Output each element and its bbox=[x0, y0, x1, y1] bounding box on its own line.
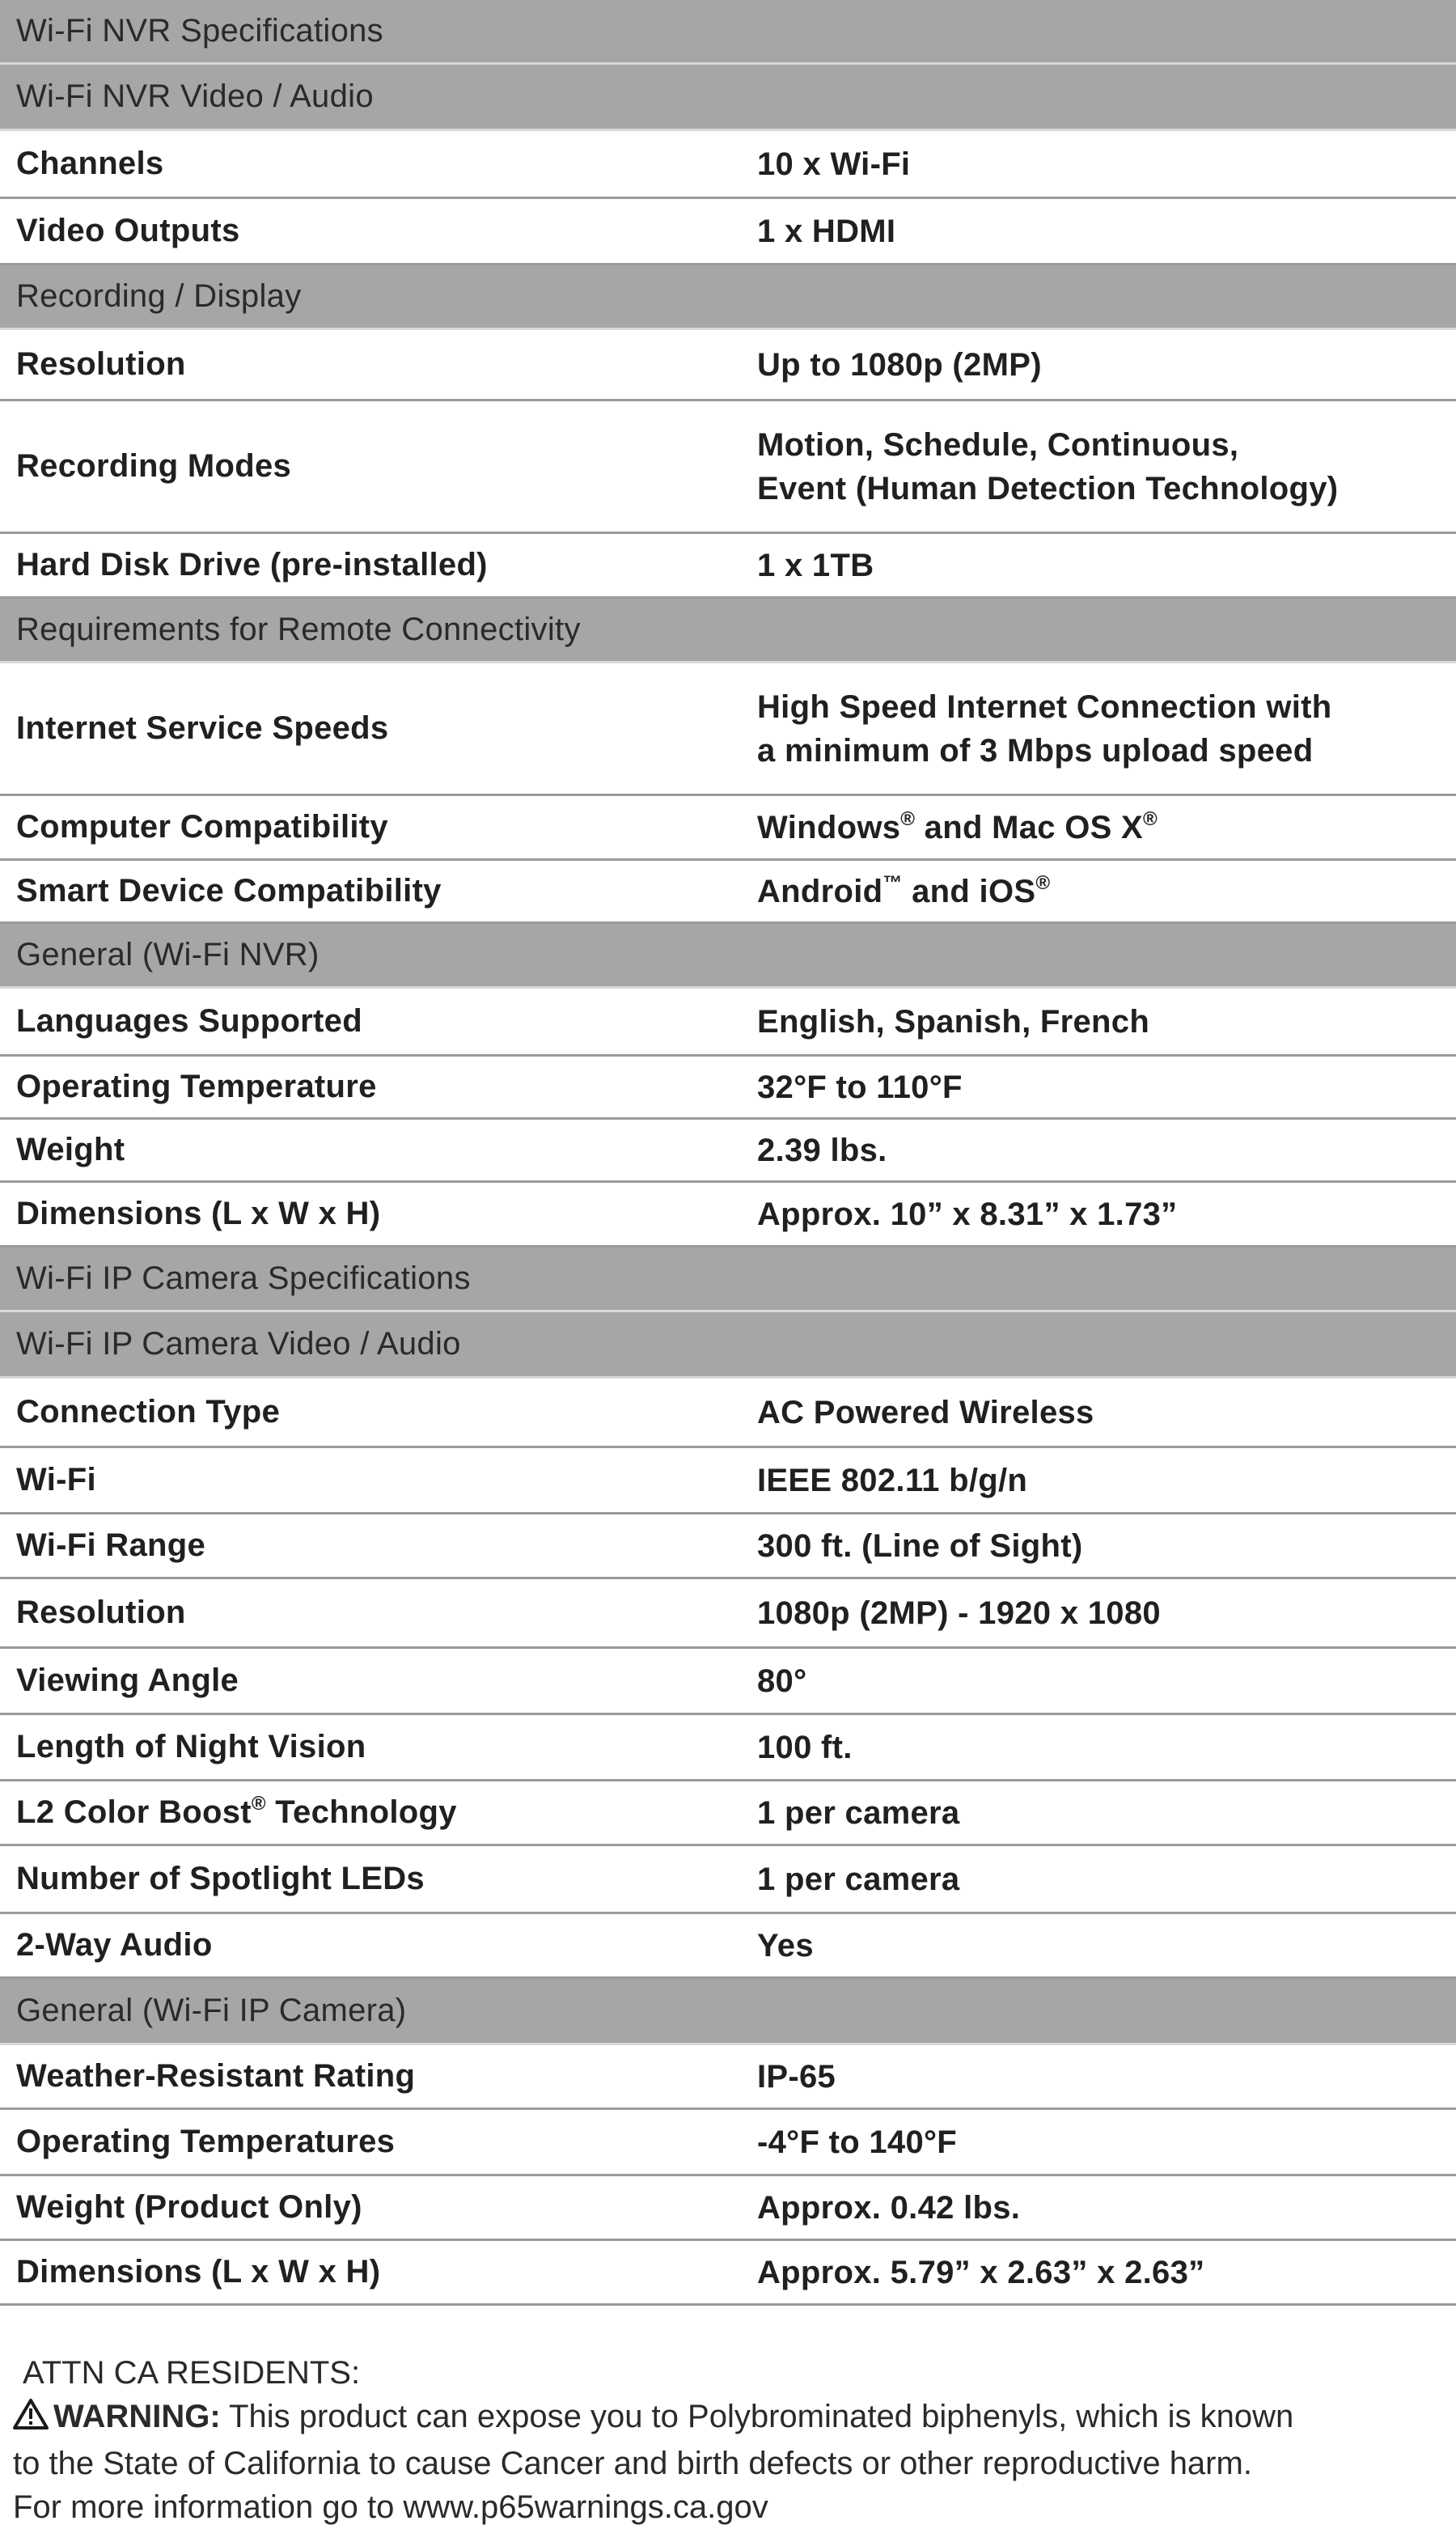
spec-value: 32°F to 110°F bbox=[757, 1069, 963, 1105]
spec-value: Approx. 0.42 lbs. bbox=[757, 2189, 1021, 2226]
section-header bbox=[0, 265, 1456, 330]
spec-row bbox=[0, 534, 1456, 599]
warning-label: WARNING: bbox=[53, 2399, 221, 2434]
spec-row bbox=[0, 199, 1456, 265]
spec-label: Connection Type bbox=[16, 1394, 280, 1430]
spec-label: Recording Modes bbox=[16, 448, 292, 484]
section-header bbox=[0, 599, 1456, 663]
section-header-label: General (Wi-Fi IP Camera) bbox=[16, 1993, 407, 2028]
section-header-label: Wi-Fi NVR Specifications bbox=[16, 13, 383, 49]
spec-row bbox=[0, 1120, 1456, 1183]
spec-row bbox=[0, 2176, 1456, 2241]
spec-value: High Speed Internet Connection with a minimum of 3 Mbps upload speed bbox=[757, 688, 1332, 769]
spec-row bbox=[0, 663, 1456, 796]
spec-label: Dimensions (L x W x H) bbox=[16, 1196, 381, 1231]
spec-row bbox=[0, 796, 1456, 861]
warning-line bbox=[13, 2395, 1443, 2442]
section-header-label: Wi-Fi IP Camera Video / Audio bbox=[16, 1326, 461, 1362]
prop65-notice bbox=[0, 2306, 1456, 2529]
spec-value: Approx. 5.79” x 2.63” x 2.63” bbox=[757, 2254, 1205, 2290]
spec-label: Weight (Product Only) bbox=[16, 2189, 362, 2225]
spec-label: Languages Supported bbox=[16, 1003, 362, 1039]
spec-value: 1 x HDMI bbox=[757, 213, 896, 249]
spec-row bbox=[0, 1649, 1456, 1715]
spec-label: Length of Night Vision bbox=[16, 1729, 366, 1764]
spec-label: Channels bbox=[16, 146, 164, 181]
spec-row bbox=[0, 401, 1456, 534]
spec-row bbox=[0, 2045, 1456, 2110]
spec-label: Computer Compatibility bbox=[16, 809, 388, 845]
spec-label: Resolution bbox=[16, 1595, 186, 1630]
spec-value: IEEE 802.11 b/g/n bbox=[757, 1462, 1028, 1498]
spec-row bbox=[0, 2110, 1456, 2176]
warning-text: This product can expose you to Polybrominated biphenyls, which is known bbox=[220, 2399, 1294, 2434]
spec-value: 1 per camera bbox=[757, 1794, 960, 1831]
spec-row bbox=[0, 861, 1456, 924]
spec-value: Approx. 10” x 8.31” x 1.73” bbox=[757, 1196, 1178, 1232]
spec-value: Motion, Schedule, Continuous, Event (Human Detection Technology) bbox=[757, 426, 1339, 506]
section-header-label: Recording / Display bbox=[16, 278, 302, 314]
spec-value: AC Powered Wireless bbox=[757, 1394, 1094, 1430]
spec-row bbox=[0, 1914, 1456, 1979]
warning-line-3: For more information go to www.p65warnings.ca.gov bbox=[13, 2489, 768, 2525]
attn-heading: ATTN CA RESIDENTS: bbox=[23, 2355, 361, 2391]
spec-label: Operating Temperatures bbox=[16, 2124, 396, 2159]
spec-value: English, Spanish, French bbox=[757, 1003, 1150, 1040]
spec-value: 2.39 lbs. bbox=[757, 1132, 887, 1168]
spec-label: Weight bbox=[16, 1132, 125, 1167]
spec-label: Internet Service Speeds bbox=[16, 710, 389, 746]
section-header bbox=[0, 924, 1456, 989]
spec-value: Android™ and iOS® bbox=[757, 871, 1051, 909]
section-header-label: Requirements for Remote Connectivity bbox=[16, 612, 581, 647]
spec-value: 1 per camera bbox=[757, 1861, 960, 1897]
spec-value: Yes bbox=[757, 1927, 814, 1963]
spec-row bbox=[0, 1183, 1456, 1248]
spec-value: IP-65 bbox=[757, 2058, 836, 2095]
spec-row bbox=[0, 131, 1456, 199]
spec-row bbox=[0, 1579, 1456, 1649]
spec-label: Viewing Angle bbox=[16, 1663, 239, 1698]
spec-label: Video Outputs bbox=[16, 213, 240, 248]
spec-label: L2 Color Boost® Technology bbox=[16, 1793, 457, 1830]
spec-value: 100 ft. bbox=[757, 1729, 853, 1765]
section-header-label: Wi-Fi IP Camera Specifications bbox=[16, 1260, 471, 1296]
spec-value: -4°F to 140°F bbox=[757, 2124, 958, 2160]
section-header-label: General (Wi-Fi NVR) bbox=[16, 937, 320, 972]
section-header bbox=[0, 65, 1456, 131]
section-header bbox=[0, 1248, 1456, 1312]
warning-line-2: to the State of California to cause Cancer and birth defects or other reproductive harm. bbox=[13, 2446, 1252, 2481]
spec-row bbox=[0, 1057, 1456, 1120]
spec-row bbox=[0, 330, 1456, 401]
spec-row bbox=[0, 1781, 1456, 1846]
section-header bbox=[0, 1979, 1456, 2045]
spec-row bbox=[0, 989, 1456, 1057]
spec-value: 1 x 1TB bbox=[757, 547, 874, 583]
spec-label: Wi-Fi Range bbox=[16, 1527, 206, 1563]
section-header bbox=[0, 1312, 1456, 1379]
spec-label: Number of Spotlight LEDs bbox=[16, 1861, 425, 1896]
spec-value: Windows® and Mac OS X® bbox=[757, 807, 1158, 845]
spec-row bbox=[0, 1715, 1456, 1781]
spec-value: 1080p (2MP) - 1920 x 1080 bbox=[757, 1595, 1161, 1631]
section-header-label: Wi-Fi NVR Video / Audio bbox=[16, 78, 374, 114]
spec-label: Operating Temperature bbox=[16, 1069, 377, 1104]
spec-value: 10 x Wi-Fi bbox=[757, 146, 911, 182]
spec-row bbox=[0, 2241, 1456, 2306]
spec-value: Up to 1080p (2MP) bbox=[757, 346, 1042, 383]
spec-label: Smart Device Compatibility bbox=[16, 873, 442, 909]
spec-value: 80° bbox=[757, 1663, 807, 1699]
spec-label: Weather-Resistant Rating bbox=[16, 2058, 416, 2094]
spec-label: Resolution bbox=[16, 346, 186, 382]
spec-row bbox=[0, 1514, 1456, 1579]
section-header bbox=[0, 0, 1456, 65]
spec-label: Hard Disk Drive (pre-installed) bbox=[16, 547, 488, 582]
spec-row bbox=[0, 1379, 1456, 1448]
spec-label: Wi-Fi bbox=[16, 1462, 96, 1497]
spec-row bbox=[0, 1448, 1456, 1514]
spec-label: Dimensions (L x W x H) bbox=[16, 2254, 381, 2290]
spec-value: 300 ft. (Line of Sight) bbox=[757, 1527, 1083, 1564]
spec-row bbox=[0, 1846, 1456, 1914]
warning-triangle-icon bbox=[13, 2398, 49, 2442]
spec-label: 2-Way Audio bbox=[16, 1927, 213, 1963]
